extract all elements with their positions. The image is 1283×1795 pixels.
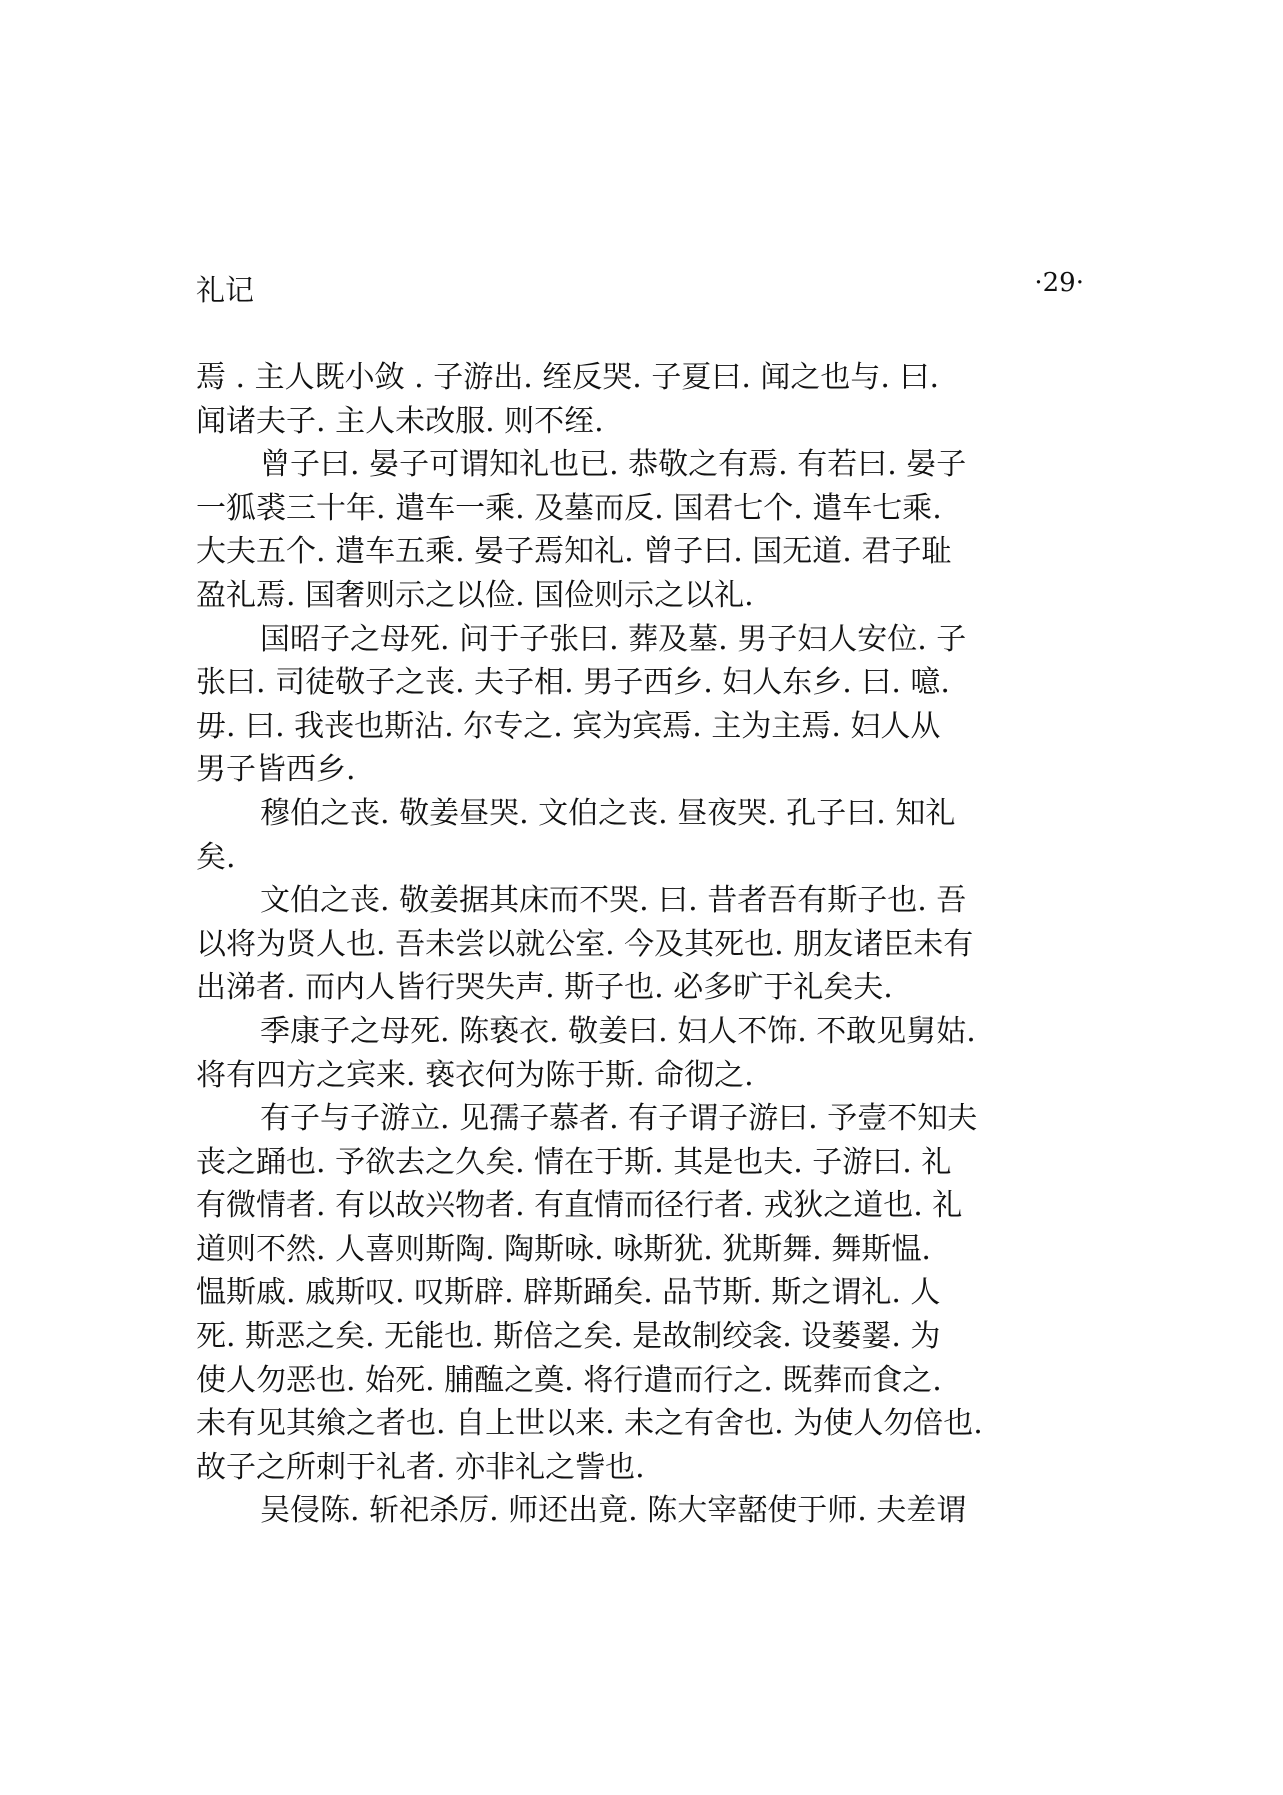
text-line: 一狐裘三十年. 遣车一乘. 及墓而反. 国君七个. 遣车七乘.	[196, 490, 942, 526]
text-line: 以将为贤人也. 吾未尝以就公室. 今及其死也. 朋友诸臣未有	[196, 926, 974, 962]
text-line: 毋. 曰. 我丧也斯沾. 尔专之. 宾为宾焉. 主为主焉. 妇人从	[196, 708, 941, 744]
text-line: 文伯之丧. 敬姜据其床而不哭. 曰. 昔者吾有斯子也. 吾	[260, 883, 967, 919]
text-line: 使人勿恶也. 始死. 脯醢之奠. 将行遣而行之. 既葬而食之.	[196, 1362, 942, 1398]
page-number: ·29·	[1034, 268, 1084, 298]
text-line: 曾子曰. 晏子可谓知礼也已. 恭敬之有焉. 有若曰. 晏子	[260, 447, 967, 483]
body-text	[196, 356, 1096, 1533]
text-line: 有子与子游立. 见孺子慕者. 有子谓子游曰. 予壹不知夫	[260, 1101, 978, 1137]
text-line: 闻诸夫子. 主人未改服. 则不绖.	[196, 403, 604, 439]
text-line: 故子之所刺于礼者. 亦非礼之訾也.	[196, 1449, 645, 1485]
text-line: 道则不然. 人喜则斯陶. 陶斯咏. 咏斯犹. 犹斯舞. 舞斯愠.	[196, 1231, 931, 1267]
text-line: 愠斯戚. 戚斯叹. 叹斯辟. 辟斯踊矣. 品节斯. 斯之谓礼. 人	[196, 1275, 941, 1311]
text-line: 盈礼焉. 国奢则示之以俭. 国俭则示之以礼.	[196, 577, 754, 613]
text-line: 穆伯之丧. 敬姜昼哭. 文伯之丧. 昼夜哭. 孔子曰. 知礼	[260, 795, 956, 831]
page-header	[196, 268, 1084, 308]
text-line: 季康子之母死. 陈亵衣. 敬姜曰. 妇人不饰. 不敢见舅姑.	[260, 1013, 976, 1049]
running-title: 礼记	[196, 273, 255, 307]
text-line: 男子皆西乡.	[196, 752, 356, 788]
text-line: 焉 . 主人既小敛 . 子游出. 绖反哭. 子夏曰. 闻之也与. 曰.	[196, 360, 940, 395]
text-line: 出涕者. 而内人皆行哭失声. 斯子也. 必多旷于礼矣夫.	[196, 970, 893, 1006]
text-line: 未有见其飨之者也. 自上世以来. 未之有舍也. 为使人勿倍也.	[196, 1406, 983, 1442]
text-line: 吴侵陈. 斩祀杀厉. 师还出竟. 陈大宰嚭使于师. 夫差谓	[260, 1493, 967, 1529]
text-line: 矣.	[196, 839, 236, 875]
text-line: 丧之踊也. 予欲去之久矣. 情在于斯. 其是也夫. 子游曰. 礼	[196, 1144, 952, 1180]
text-line: 有微情者. 有以故兴物者. 有直情而径行者. 戎狄之道也. 礼	[196, 1188, 963, 1224]
text-line: 国昭子之母死. 问于子张曰. 葬及墓. 男子妇人安位. 子	[260, 621, 967, 657]
text-line: 大夫五个. 遣车五乘. 晏子焉知礼. 曾子曰. 国无道. 君子耻	[196, 534, 952, 570]
text-line: 将有四方之宾来. 亵衣何为陈于斯. 命彻之.	[196, 1057, 754, 1093]
text-line: 张曰. 司徒敬子之丧. 夫子相. 男子西乡. 妇人东乡. 曰. 噫.	[196, 665, 950, 701]
text-line: 死. 斯恶之矣. 无能也. 斯倍之矣. 是故制绞衾. 设蒌翣. 为	[196, 1319, 941, 1355]
